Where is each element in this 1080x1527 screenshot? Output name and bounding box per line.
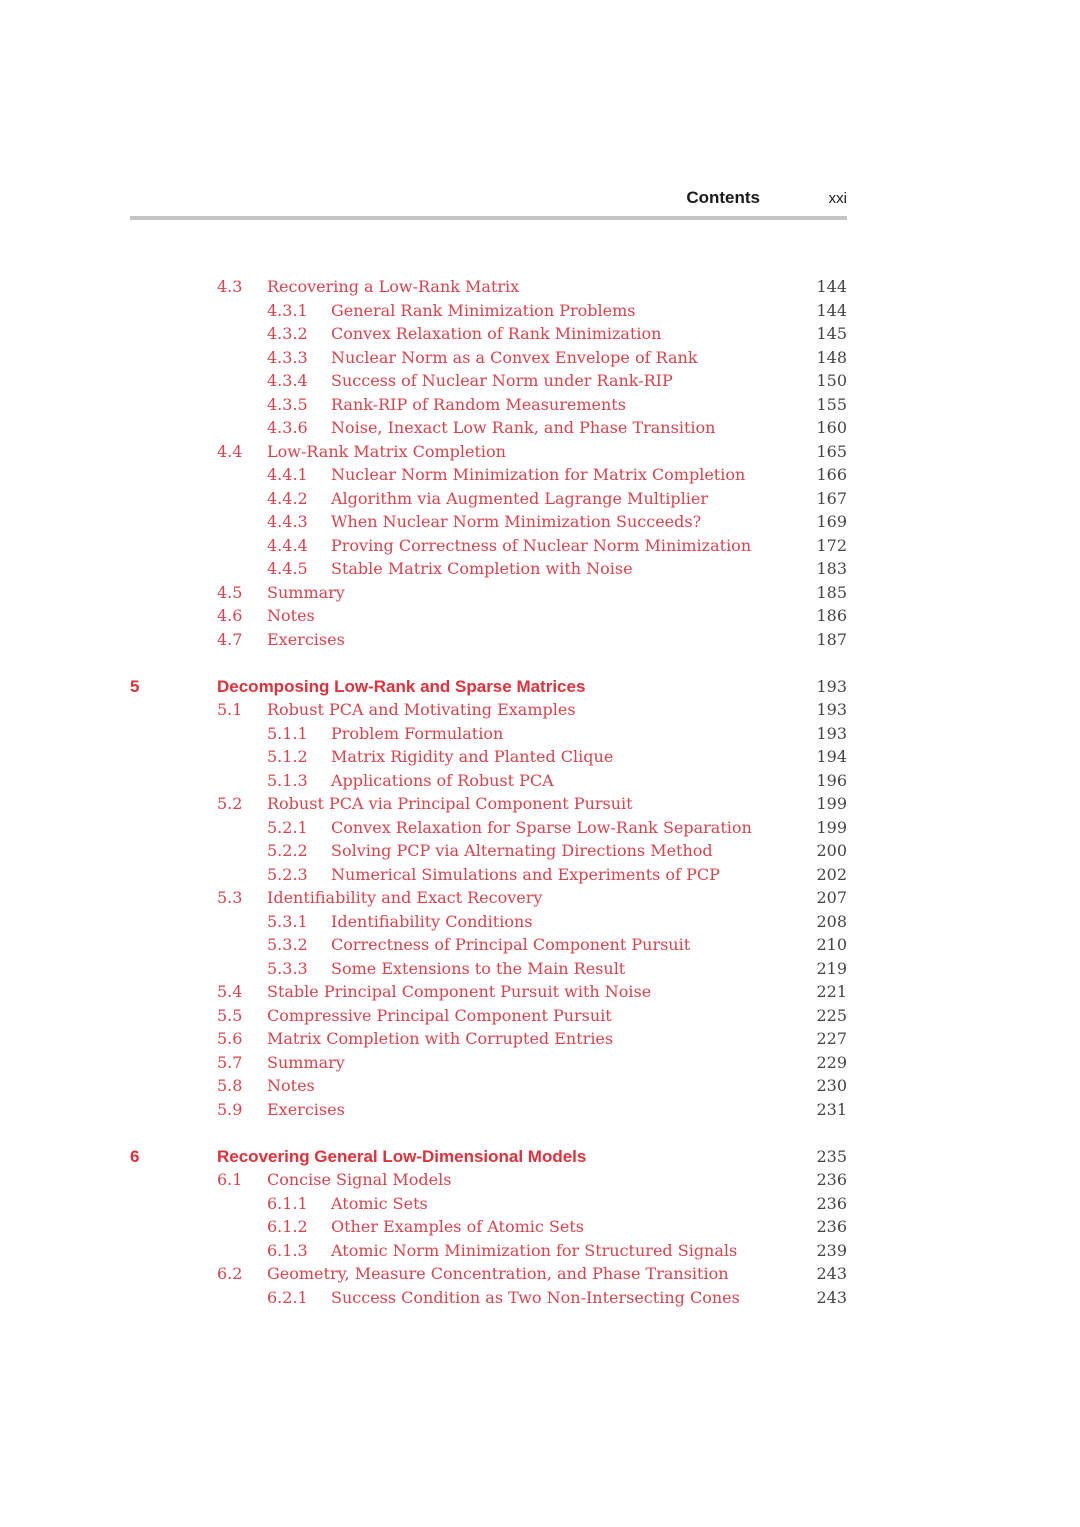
toc-entry-page: 193 [816,700,847,719]
toc-entry-number: 5.6 [217,1029,243,1048]
toc-entry-title[interactable]: Compressive Principal Component Pursuit [267,1005,612,1025]
toc-subsection-entry[interactable] [0,769,1080,793]
toc-entry-number: 6.2 [217,1264,243,1283]
toc-entry-page: 183 [816,559,847,578]
toc-entry-page: 160 [816,418,847,437]
toc-entry-title[interactable]: Robust PCA via Principal Component Pursuit [267,794,633,813]
toc-entry-title[interactable]: Convex Relaxation for Sparse Low-Rank Separation [331,817,752,837]
toc-entry-page: 208 [816,911,847,931]
toc-entry-number: 6.1.1 [267,1193,308,1213]
toc-entry-page: 148 [816,347,847,367]
toc-entry-page: 169 [816,512,847,531]
toc-entry-number: 5.5 [217,1005,243,1025]
toc-entry-number: 4.4 [217,441,243,461]
toc-entry-number: 5.2.1 [267,817,308,837]
toc-entry-page: 221 [816,982,847,1001]
toc-entry-page: 150 [816,371,847,390]
toc-entry-number: 5.1.1 [267,723,308,743]
toc-entry-title[interactable]: Identifiability and Exact Recovery [267,888,543,907]
toc-entry-title[interactable]: When Nuclear Norm Minimization Succeeds? [331,512,702,531]
toc-section-entry[interactable] [0,440,1080,464]
toc-entry-title[interactable]: Proving Correctness of Nuclear Norm Minimization [331,535,752,555]
toc-entry-title[interactable]: Recovering a Low-Rank Matrix [267,277,520,296]
toc-entry-page: 167 [816,488,847,508]
toc-entry-number: 5.4 [217,982,243,1001]
toc-subsection-entry[interactable] [0,816,1080,840]
toc-section-entry[interactable] [0,980,1080,1004]
page-number: xxi [828,190,847,207]
toc-section-entry[interactable] [0,275,1080,299]
toc-subsection-entry[interactable] [0,863,1080,887]
toc-entry-number: 4.3 [217,277,243,296]
toc-entry-title[interactable]: Success Condition as Two Non-Intersecting Cones [331,1287,740,1307]
toc-entry-page: 219 [816,958,847,978]
toc-entry-page: 210 [816,935,847,954]
toc-section-entry[interactable] [0,1051,1080,1075]
toc-section-entry[interactable] [0,604,1080,628]
toc-entry-number: 6 [130,1146,140,1166]
toc-entry-number: 4.4.1 [267,465,308,484]
toc-entry-page: 187 [816,629,847,649]
toc-subsection-entry[interactable] [0,839,1080,863]
toc-subsection-entry[interactable] [0,1192,1080,1216]
toc-entry-page: 193 [816,723,847,743]
toc-section-entry[interactable] [0,698,1080,722]
toc-entry-title[interactable]: Problem Formulation [331,723,504,743]
toc-entry-number: 5.3.1 [267,911,308,931]
toc-entry-title[interactable]: Nuclear Norm as a Convex Envelope of Rank [331,347,698,367]
toc-entry-title[interactable]: Noise, Inexact Low Rank, and Phase Transition [331,418,716,437]
toc-chapter-entry[interactable] [0,1145,1080,1169]
toc-entry-number: 4.6 [217,606,243,625]
toc-entry-number: 4.4.4 [267,535,308,555]
toc-entry-page: 231 [816,1099,847,1119]
toc-entry-number: 4.3.1 [267,300,308,320]
toc-entry-title[interactable]: Low-Rank Matrix Completion [267,441,506,461]
toc-entry-number: 6.1 [217,1170,243,1189]
toc-entry-page: 227 [816,1029,847,1048]
toc-entry-page: 196 [816,770,847,790]
toc-entry-title[interactable]: Success of Nuclear Norm under Rank-RIP [331,371,673,390]
toc-entry-title[interactable]: Identifiability Conditions [331,911,533,931]
toc-entry-title[interactable]: Stable Principal Component Pursuit with Noise [267,982,652,1001]
toc-entry-page: 155 [816,394,847,414]
toc-subsection-entry[interactable] [0,933,1080,957]
toc-entry-number: 5.3.2 [267,935,308,954]
toc-entry-title[interactable]: General Rank Minimization Problems [331,300,636,320]
toc-subsection-entry[interactable] [0,463,1080,487]
toc-entry-page: 230 [816,1076,847,1095]
toc-entry-title[interactable]: Nuclear Norm Minimization for Matrix Completion [331,465,746,484]
toc-subsection-entry[interactable] [0,510,1080,534]
toc-entry-page: 185 [816,582,847,602]
toc-entry-page: 194 [816,747,847,766]
toc-section-entry[interactable] [0,1004,1080,1028]
toc-section-entry[interactable] [0,1262,1080,1286]
toc-entry-title[interactable]: Stable Matrix Completion with Noise [331,559,633,578]
toc-entry-title[interactable]: Solving PCP via Alternating Directions Method [331,841,713,860]
toc-entry-number: 6.1.2 [267,1217,308,1236]
toc-section-entry[interactable] [0,886,1080,910]
toc-entry-number: 5.1.2 [267,747,308,766]
toc-entry-number: 5.3.3 [267,958,308,978]
toc-entry-title[interactable]: Summary [267,1052,345,1072]
toc-subsection-entry[interactable] [0,557,1080,581]
toc-entry-title[interactable]: Notes [267,1076,315,1095]
toc-entry-number: 4.5 [217,582,243,602]
toc-entry-title[interactable]: Notes [267,606,315,625]
toc-entry-page: 193 [816,676,847,696]
toc-entry-number: 6.1.3 [267,1240,308,1260]
toc-entry-page: 229 [816,1052,847,1072]
toc-entry-number: 5.7 [217,1052,243,1072]
toc-entry-page: 165 [816,441,847,461]
toc-entry-page: 235 [816,1146,847,1166]
toc-entry-title[interactable]: Concise Signal Models [267,1170,452,1189]
toc-entry-page: 199 [816,817,847,837]
toc-entry-number: 4.3.2 [267,324,308,343]
toc-entry-title[interactable]: Convex Relaxation of Rank Minimization [331,324,662,343]
toc-entry-page: 144 [816,277,847,296]
toc-section-entry[interactable] [0,1074,1080,1098]
toc-entry-page: 207 [816,888,847,907]
toc-entry-page: 145 [816,324,847,343]
toc-entry-title[interactable]: Applications of Robust PCA [331,770,554,790]
toc-entry-title[interactable]: Matrix Rigidity and Planted Clique [331,747,614,766]
toc-subsection-entry[interactable] [0,1286,1080,1310]
toc-section-entry[interactable] [0,1168,1080,1192]
toc-subsection-entry[interactable] [0,722,1080,746]
toc-entry-number: 5 [130,676,140,696]
toc-entry-number: 5.1 [217,700,243,719]
toc-entry-page: 236 [816,1193,847,1213]
toc-section-entry[interactable] [0,581,1080,605]
toc-entry-title[interactable]: Matrix Completion with Corrupted Entries [267,1029,614,1048]
toc-entry-page: 243 [816,1264,847,1283]
toc-entry-title[interactable]: Some Extensions to the Main Result [331,958,626,978]
header-rule [130,216,847,220]
toc-entry-page: 243 [816,1287,847,1307]
toc-entry-page: 202 [816,864,847,884]
toc-entry-page: 186 [816,606,847,625]
toc-entry-number: 4.3.5 [267,394,308,414]
toc-entry-number: 5.2 [217,794,243,813]
running-head-title: Contents [686,188,760,207]
toc-entry-title[interactable]: Exercises [267,629,345,649]
toc-entry-title[interactable]: Correctness of Principal Component Pursuit [331,935,691,954]
toc-entry-title[interactable]: Numerical Simulations and Experiments of PCP [331,864,720,884]
toc-entry-title[interactable]: Summary [267,582,345,602]
toc-entry-title[interactable]: Atomic Norm Minimization for Structured Signals [331,1240,738,1260]
toc-entry-number: 4.4.3 [267,512,308,531]
toc-section-entry[interactable] [0,1027,1080,1051]
toc-entry-page: 144 [816,300,847,320]
toc-entry-number: 4.7 [217,629,243,649]
toc-entry-number: 5.1.3 [267,770,308,790]
toc-entry-title[interactable]: Algorithm via Augmented Lagrange Multiplier [331,488,708,508]
toc-entry-page: 239 [816,1240,847,1260]
toc-entry-page: 200 [816,841,847,860]
toc-entry-number: 5.9 [217,1099,243,1119]
toc-section-entry[interactable] [0,628,1080,652]
toc-subsection-entry[interactable] [0,299,1080,323]
toc-section-entry[interactable] [0,1098,1080,1122]
toc-entry-title[interactable]: Decomposing Low-Rank and Sparse Matrices [217,676,586,696]
toc-entry-number: 5.3 [217,888,243,907]
toc-entry-title[interactable]: Other Examples of Atomic Sets [331,1217,584,1236]
toc-entry-title[interactable]: Rank-RIP of Random Measurements [331,394,626,414]
toc-entry-page: 236 [816,1217,847,1236]
toc-subsection-entry[interactable] [0,369,1080,393]
toc-entry-page: 236 [816,1170,847,1189]
toc-subsection-entry[interactable] [0,745,1080,769]
toc-entry-number: 5.2.3 [267,864,308,884]
toc-entry-title[interactable]: Atomic Sets [331,1193,428,1213]
table-of-contents [0,275,1080,1309]
toc-entry-title[interactable]: Exercises [267,1099,345,1119]
toc-entry-title[interactable]: Geometry, Measure Concentration, and Phase Transition [267,1264,729,1283]
toc-entry-number: 4.3.4 [267,371,308,390]
toc-entry-page: 199 [816,794,847,813]
running-head [130,188,847,212]
toc-entry-number: 5.2.2 [267,841,308,860]
toc-entry-number: 4.3.6 [267,418,308,437]
chapter-spacer [0,651,1080,675]
toc-entry-number: 4.4.2 [267,488,308,508]
toc-entry-page: 166 [816,465,847,484]
toc-subsection-entry[interactable] [0,910,1080,934]
toc-entry-number: 4.3.3 [267,347,308,367]
toc-subsection-entry[interactable] [0,322,1080,346]
toc-entry-page: 225 [816,1005,847,1025]
toc-chapter-entry[interactable] [0,675,1080,699]
toc-entry-title[interactable]: Robust PCA and Motivating Examples [267,700,576,719]
toc-subsection-entry[interactable] [0,957,1080,981]
toc-subsection-entry[interactable] [0,534,1080,558]
toc-subsection-entry[interactable] [0,1239,1080,1263]
toc-entry-number: 5.8 [217,1076,243,1095]
toc-subsection-entry[interactable] [0,487,1080,511]
toc-subsection-entry[interactable] [0,416,1080,440]
toc-section-entry[interactable] [0,792,1080,816]
toc-subsection-entry[interactable] [0,1215,1080,1239]
toc-entry-title[interactable]: Recovering General Low-Dimensional Models [217,1146,587,1166]
toc-subsection-entry[interactable] [0,346,1080,370]
chapter-spacer [0,1121,1080,1145]
toc-entry-page: 172 [816,535,847,555]
toc-entry-number: 4.4.5 [267,559,308,578]
toc-subsection-entry[interactable] [0,393,1080,417]
toc-entry-number: 6.2.1 [267,1287,308,1307]
